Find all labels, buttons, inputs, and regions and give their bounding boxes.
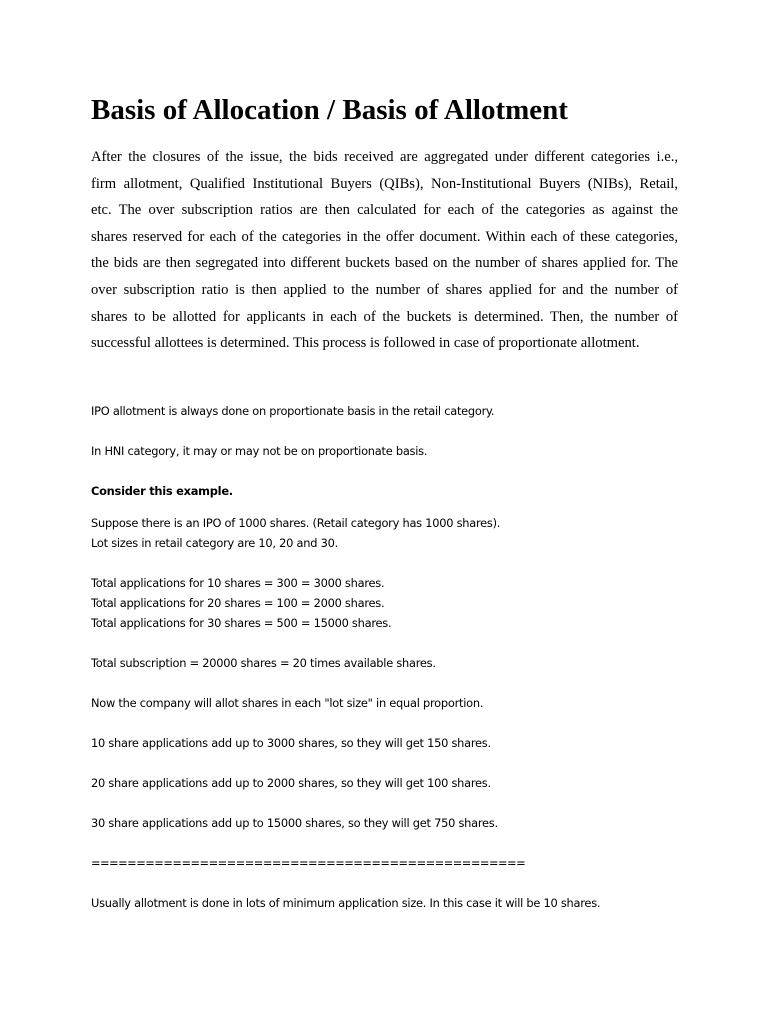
intro-line: After the closures of the issue, the bids received are aggregated under different categories i.e., bbox=[91, 149, 678, 165]
intro-line: over subscription ratio is then applied to the number of shares applied for and the number of bbox=[91, 281, 678, 298]
example-heading: Consider this example. bbox=[91, 484, 233, 498]
result-30-text: 30 share applications add up to 15000 shares, so they will get 750 shares. bbox=[91, 816, 498, 830]
usually-text: Usually allotment is done in lots of minimum application size. In this case it will be 10 shares. bbox=[91, 896, 601, 910]
intro-line: etc. The over subscription ratios are then calculated for each of the categories as against the bbox=[91, 202, 678, 219]
applications-30-text: Total applications for 30 shares = 500 = 15000 shares. bbox=[91, 616, 392, 630]
lot-sizes-text: Lot sizes in retail category are 10, 20 and 30. bbox=[91, 536, 338, 550]
page-title: Basis of Allocation / Basis of Allotment bbox=[91, 94, 568, 126]
result-20-text: 20 share applications add up to 2000 shares, so they will get 100 shares. bbox=[91, 776, 491, 790]
intro-line: shares reserved for each of the categories in the offer document. Within each of these categories, bbox=[91, 228, 678, 245]
allot-equal-text: Now the company will allot shares in each "lot size" in equal proportion. bbox=[91, 696, 484, 710]
retail-basis-text: IPO allotment is always done on proportionate basis in the retail category. bbox=[91, 404, 495, 418]
intro-line: the bids are then segregated into different buckets based on the number of shares applied for. The bbox=[91, 255, 678, 272]
total-subscription-text: Total subscription = 20000 shares = 20 times available shares. bbox=[91, 656, 436, 670]
intro-line: firm allotment, Qualified Institutional Buyers (QIBs), Non-Institutional Buyers (NIBs), Retail, bbox=[91, 175, 678, 192]
intro-line: shares to be allotted for applicants in each of the buckets is determined. Then, the number of bbox=[91, 308, 678, 325]
intro-line: successful allottees is determined. This process is followed in case of proportionate allotment. bbox=[91, 335, 640, 352]
separator-line: ================================================ bbox=[91, 856, 526, 870]
intro-paragraph bbox=[91, 144, 678, 357]
hni-basis-text: In HNI category, it may or may not be on proportionate basis. bbox=[91, 444, 428, 458]
applications-20-text: Total applications for 20 shares = 100 = 2000 shares. bbox=[91, 596, 385, 610]
suppose-ipo-text: Suppose there is an IPO of 1000 shares. (Retail category has 1000 shares). bbox=[91, 516, 501, 530]
result-10-text: 10 share applications add up to 3000 shares, so they will get 150 shares. bbox=[91, 736, 491, 750]
applications-10-text: Total applications for 10 shares = 300 = 3000 shares. bbox=[91, 576, 385, 590]
